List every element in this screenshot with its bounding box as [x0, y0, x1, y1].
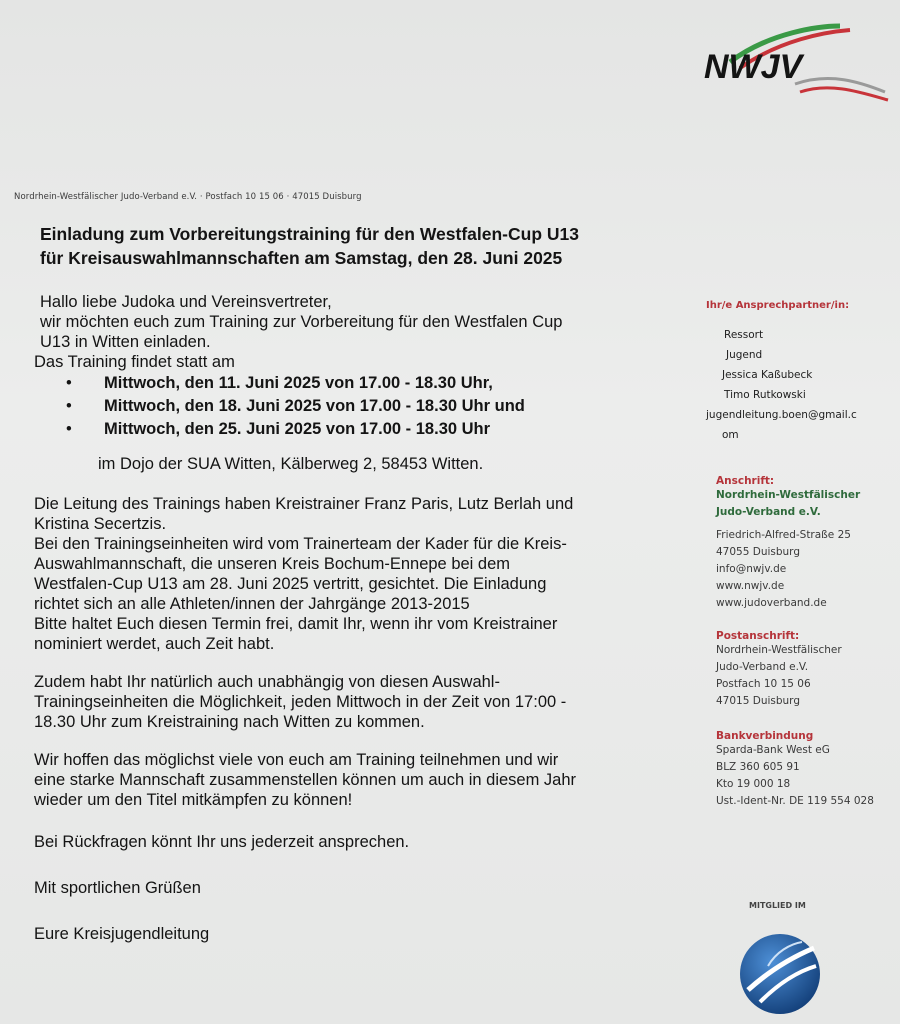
address-block: Anschrift: Nordrhein-Westfälischer Judo-Verband e.V. Friedrich-Alfred-Straße 25 47055 Duisburg info@nwjv.de www.nwjv.de www.judoverband.de — [706, 475, 896, 612]
contact-details: Ressort Jugend Jessica Kaßubeck Timo Rutkowski — [722, 329, 813, 401]
letter-body — [34, 292, 694, 944]
date-item: • Mittwoch, den 11. Juni 2025 von 17.00 - 18.30 Uhr, — [34, 372, 694, 395]
member-label: MITGLIED IM — [749, 901, 806, 910]
lead-paragraph: Die Leitung des Trainings haben Kreistrainer Franz Paris, Lutz Berlah und Kristina Secertzis. Bei den Trainingseinheiten wird vom Trainerteam der Kader für die Kreis- Auswahlmannschaft, die unseren Kreis Bochum-Ennepe bei dem Westfalen-Cup U13 am 28. Juni 2025 vertritt, gesichtet. Die Einladung richtet sich an alle Athleten/innen der Jahrgänge 2013-2015 Bitte haltet Euch diesen Termin frei, damit Ihr, wenn ihr vom Kreistrainer nominiert werdet, auch Zeit habt. — [34, 495, 574, 653]
training-dates-list — [34, 372, 694, 441]
intro-line: Das Training findet statt am — [34, 353, 235, 371]
date-item: • Mittwoch, den 18. Juni 2025 von 17.00 - 18.30 Uhr und — [34, 395, 694, 418]
contact-sidebar — [706, 300, 896, 810]
intro-line: U13 in Witten einladen. — [40, 333, 211, 351]
email-link[interactable]: info@nwjv.de — [716, 563, 787, 575]
document-title — [40, 222, 690, 270]
bullet-icon: • — [66, 374, 72, 392]
contact-email[interactable]: jugendleitung.boen@gmail.c om — [706, 409, 857, 441]
sender-line: Nordrhein-Westfälischer Judo-Verband e.V. · Postfach 10 15 06 · 47015 Duisburg — [14, 192, 362, 202]
title-line-2: für Kreisauswahlmannschaften am Samstag, den 28. Juni 2025 — [40, 248, 563, 268]
logo-text: NWJV — [704, 48, 803, 86]
membership-globe-icon — [738, 932, 822, 1016]
website-link[interactable]: www.nwjv.de — [716, 580, 785, 592]
regards-line: Mit sportlichen Grüßen — [34, 879, 201, 897]
bullet-icon: • — [66, 420, 72, 438]
contact-heading: Ihr/e Ansprechpartner/in: — [706, 300, 850, 311]
bullet-icon: • — [66, 397, 72, 415]
bank-block: Bankverbindung Sparda-Bank West eG BLZ 360 605 91 Kto 19 000 18 Ust.-Ident-Nr. DE 119 554 028 — [716, 730, 874, 807]
website-link[interactable]: www.judoverband.de — [716, 597, 827, 609]
nwjv-logo — [700, 22, 890, 112]
venue: im Dojo der SUA Witten, Kälberweg 2, 58453 Witten. — [98, 455, 484, 473]
postal-block: Postanschrift: Nordrhein-Westfälischer Judo-Verband e.V. Postfach 10 15 06 47015 Duisburg — [716, 630, 842, 707]
hope-paragraph: Wir hoffen das möglichst viele von euch am Training teilnehmen und wir eine starke Mannschaft zusammenstellen können um auch in diesem Jahr wieder um den Titel mitkämpfen zu können! — [34, 751, 577, 809]
greeting: Hallo liebe Judoka und Vereinsvertreter, — [40, 293, 332, 311]
signature-line: Eure Kreisjugendleitung — [34, 925, 210, 943]
title-line-1: Einladung zum Vorbereitungstraining für den Westfalen-Cup U13 — [40, 224, 579, 244]
questions-line: Bei Rückfragen könnt Ihr uns jederzeit ansprechen. — [34, 833, 410, 851]
date-item: • Mittwoch, den 25. Juni 2025 von 17.00 - 18.30 Uhr — [34, 418, 694, 441]
extra-paragraph: Zudem habt Ihr natürlich auch unabhängig von diesen Auswahl- Trainingseinheiten die Möglichkeit, jeden Mittwoch in der Zeit von 17:00 - 18.30 Uhr zum Kreistraining nach Witten zu kommen. — [34, 673, 567, 731]
intro-line: wir möchten euch zum Training zur Vorbereitung für den Westfalen Cup — [40, 313, 563, 331]
